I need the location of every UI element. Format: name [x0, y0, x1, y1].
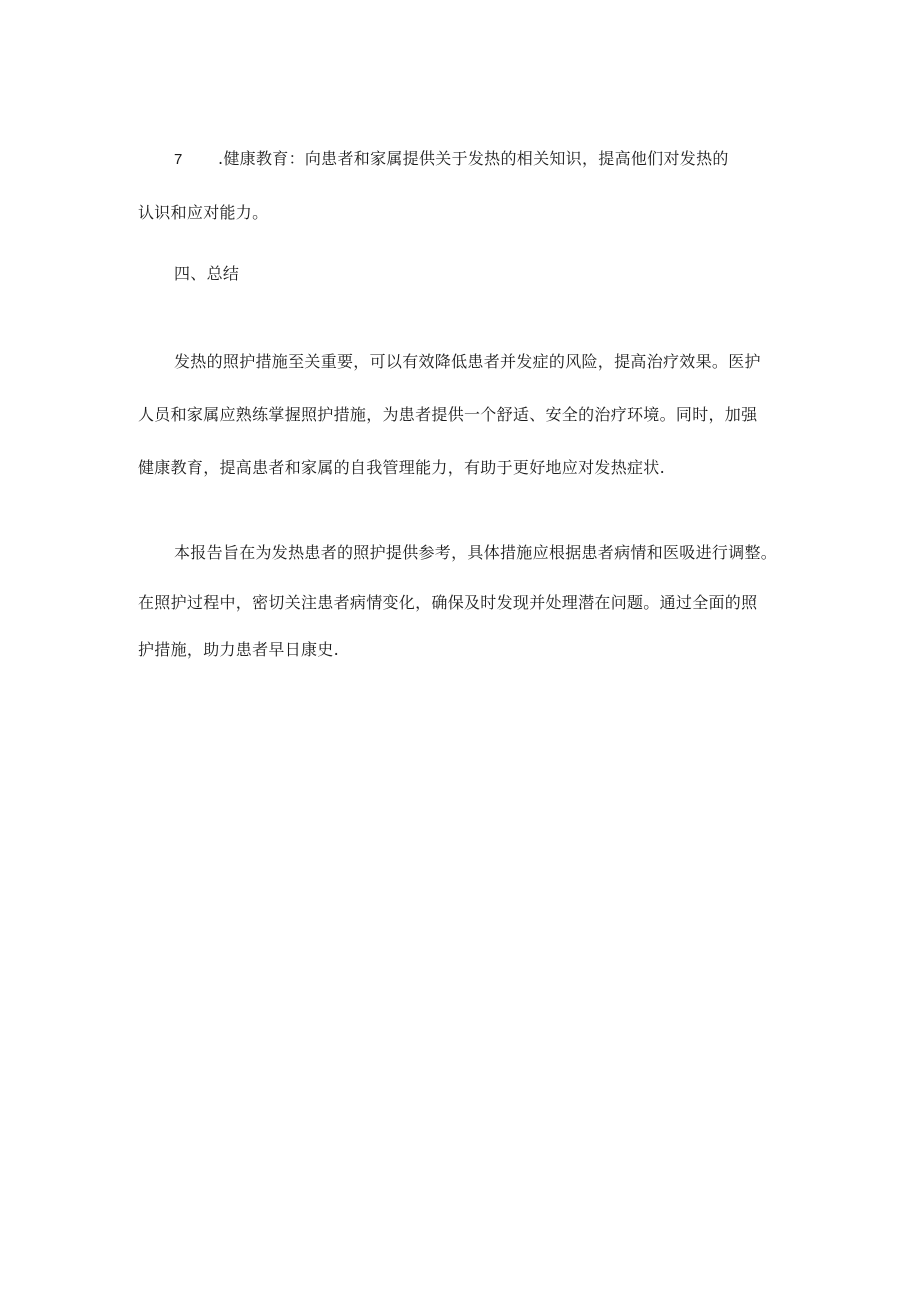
report-note-line-3: 护措施，助力患者早日康史. [138, 640, 339, 659]
report-note-line-1: 本报告旨在为发热患者的照护提供参考，具体措施应根据患者病情和医吸进行调整。 [174, 543, 778, 562]
summary-paragraph-line-3: 健康教育，提高患者和家属的自我管理能力，有助于更好地应对发热症状. [138, 458, 665, 477]
section-heading-summary: 四、总结 [174, 264, 240, 283]
item-7-line-2: 认识和应对能力。 [138, 203, 269, 222]
report-note-line-2: 在照护过程中，密切关注患者病情变化，确保及时发现并处理潜在问题。通过全面的照 [138, 593, 758, 612]
summary-paragraph-line-2: 人员和家属应熟练掌握照护措施，为患者提供一个舒适、安全的治疗环境。同时，加强 [138, 405, 758, 424]
item-7-text: .健康教育：向患者和家属提供关于发热的相关知识，提高他们对发热的 [218, 149, 729, 168]
item-number: 7 [174, 151, 183, 168]
summary-paragraph-line-1: 发热的照护措施至关重要，可以有效降低患者并发症的风险，提高治疗效果。医护 [174, 352, 761, 371]
item-7-line-1 [174, 149, 824, 170]
